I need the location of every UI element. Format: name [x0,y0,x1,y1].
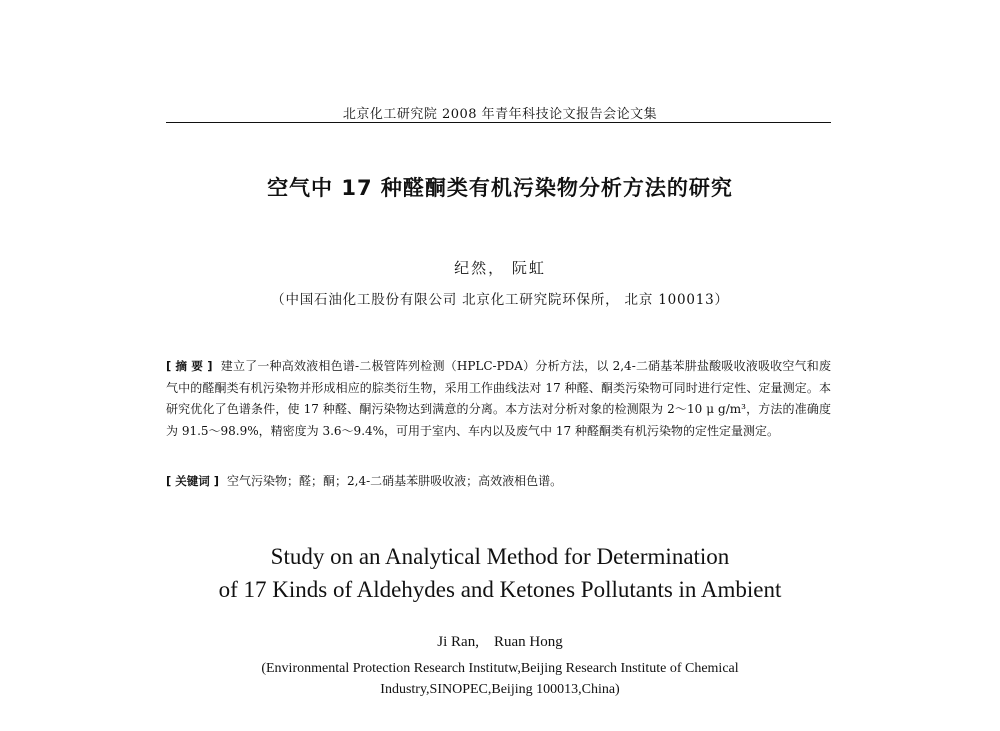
english-affiliation-line-1: (Environmental Protection Research Institutw,Beijing Research Institute of Chemical [261,661,739,676]
english-affiliation-line-2: Industry,SINOPEC,Beijing 100013,China) [380,682,620,697]
chinese-keywords [166,471,831,491]
chinese-authors: 纪然， 阮虹 [454,259,546,277]
chinese-affiliation: （中国石油化工股份有限公司 北京化工研究院环保所， 北京 100013） [271,292,729,308]
abstract-label: [ 摘 要 ] [166,359,213,373]
abstract-text: 建立了一种高效液相色谱-二极管阵列检测（HPLC-PDA）分析方法，以 2,4-二硝基苯肼盐酸吸收液吸收空气和废气中的醛酮类有机污染物并形成相应的腙类衍生物，采用工作曲线法对 17 种醛、酮类污染物可同时进行定性、定量测定。本研究优化了色谱条件，使 17 种醛、酮污染物达到满意的分离。本方法对分析对象的检测限为 2～10 μ g/m³，方法的准确度为 91.5～98.9%，精密度为 3.6～9.4%，可用于室内、车内以及废气中 17 种醛酮类有机污染物的定性定量测定。 [166,359,831,438]
english-affiliation [0,658,1000,700]
keywords-text: 空气污染物；醛；酮；2,4-二硝基苯肼吸收液；高效液相色谱。 [227,474,563,488]
chinese-abstract [166,356,831,442]
header-rule [166,122,831,123]
english-title-line-1: Study on an Analytical Method for Determination [270,544,730,569]
keywords-label: [ 关键词 ] [166,474,220,488]
running-header: 北京化工研究院 2008 年青年科技论文报告会论文集 [342,107,658,122]
chinese-title: 空气中 17 种醛酮类有机污染物分析方法的研究 [267,176,733,200]
english-title-line-2: of 17 Kinds of Aldehydes and Ketones Pollutants in Ambient [218,577,782,602]
english-title [0,540,1000,606]
cutoff-text-fragment [166,724,686,731]
english-authors: Ji Ran, Ruan Hong [437,634,563,650]
